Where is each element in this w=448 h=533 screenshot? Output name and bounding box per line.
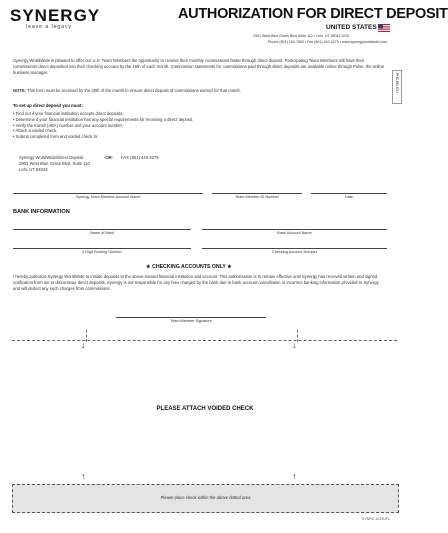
- date-label: Date: [344, 195, 354, 199]
- attach-check-heading: PLEASE ATTACH VOIDED CHECK: [156, 406, 254, 412]
- checking-number-field[interactable]: [202, 248, 387, 249]
- country-label: UNITED STATES: [326, 24, 377, 31]
- or-separator: -OR-: [104, 155, 114, 160]
- guide-line-right: [297, 330, 298, 342]
- list-item: • Find out if your financial institution accepts direct deposits.: [13, 111, 193, 117]
- check-placement-box: [12, 484, 399, 513]
- check-area-top-border: [12, 340, 397, 341]
- bank-name-field[interactable]: [13, 229, 191, 230]
- routing-number-label: 9 Digit Routing Number: [82, 250, 122, 254]
- bank-account-name-field[interactable]: [202, 229, 387, 230]
- signature-field[interactable]: [116, 317, 266, 318]
- id-number-label: Team Member ID Number: [235, 195, 279, 199]
- id-number-field[interactable]: [212, 193, 302, 194]
- setup-steps-list: [13, 111, 193, 140]
- company-address: 2901 West Blue Grass Blvd Suite 110 • Lehi, UT 84043 USA: [253, 34, 349, 38]
- intro-paragraph: Synergy WorldWide is pleased to offer our U.S. Team Members the opportunity to receive their monthly commissions faster through direct deposit. Participating Team Members will have their commissions direct deposited into their checking account by the 15th of each month. Commission statements for commissions paid through direct deposits are available online through Pulse, the online business manager.: [13, 58, 385, 76]
- bank-account-name-label: Bank Account Name: [277, 231, 312, 235]
- signature-label: Team Member Signature: [170, 319, 212, 323]
- note-paragraph: NOTE: This form must be received by the 25th of the month to ensure direct deposit of commissions earned for that month.: [13, 88, 242, 93]
- authorization-paragraph: I hereby authorize Synergy WorldWide to initiate deposits to the above-named financial institution and account. This authorization is to remain effective until Synergy has received written and signed notification from me to discontinue direct deposits. Synergy is not responsible for any fees charged by the bank due to bank account cancellation or incorrect banking information provided to Synergy and will deduct any such charges from commissions.: [13, 274, 379, 292]
- date-field[interactable]: [311, 193, 387, 194]
- routing-number-field[interactable]: [13, 248, 191, 249]
- checking-number-label: Checking Account Number: [272, 250, 317, 254]
- list-item: • Submit completed form and voided check to:: [13, 134, 193, 140]
- list-item: • Attach a voided check.: [13, 128, 193, 134]
- guide-line-left: [86, 330, 87, 342]
- arrow-up-icon: ↑: [81, 471, 86, 481]
- account-name-label: Synergy Team Member Account Name: [75, 195, 141, 199]
- arrow-up-icon: ↑: [292, 471, 297, 481]
- bank-name-label: Name of Bank: [89, 231, 115, 235]
- synergy-logo: SYNERGY: [10, 6, 101, 25]
- checking-only-notice: ★ CHECKING ACCOUNTS ONLY ★: [146, 264, 232, 270]
- page-title: AUTHORIZATION FOR DIRECT DEPOSIT: [178, 6, 448, 22]
- mailing-address: Synergy WorldWide/Direct Deposit 2901 West Blue Grass Blvd, Suite 110 Lehi, UT 84043: [19, 155, 90, 172]
- arrow-down-icon: ↓: [292, 340, 297, 350]
- fax-number: FAX (801) 443-3279: [121, 155, 159, 160]
- arrow-down-icon: ↓: [81, 340, 86, 350]
- us-flag-icon: [378, 24, 390, 32]
- list-item: • Determine if your financial institution has any special requirements for receiving a direct deposit.: [13, 117, 193, 123]
- form-code: SYNRC-1019UT1: [362, 517, 390, 521]
- logo-tagline: leave a legacy: [26, 24, 72, 30]
- check-placement-instruction: Please place check within the above dotted area: [160, 495, 251, 500]
- company-contact: Phone (801) 769-7800 • Fax (801) 443-3279 • www.synergyworldwide.com: [268, 40, 387, 44]
- bank-info-heading: BANK INFORMATION: [13, 209, 70, 215]
- setup-heading: To set up direct deposit you must:: [13, 103, 83, 108]
- side-form-tab: PHS-DD-US1: [392, 70, 402, 104]
- account-name-field[interactable]: [13, 193, 203, 194]
- list-item: • Verify the transit (ABA) number and your account number.: [13, 123, 193, 129]
